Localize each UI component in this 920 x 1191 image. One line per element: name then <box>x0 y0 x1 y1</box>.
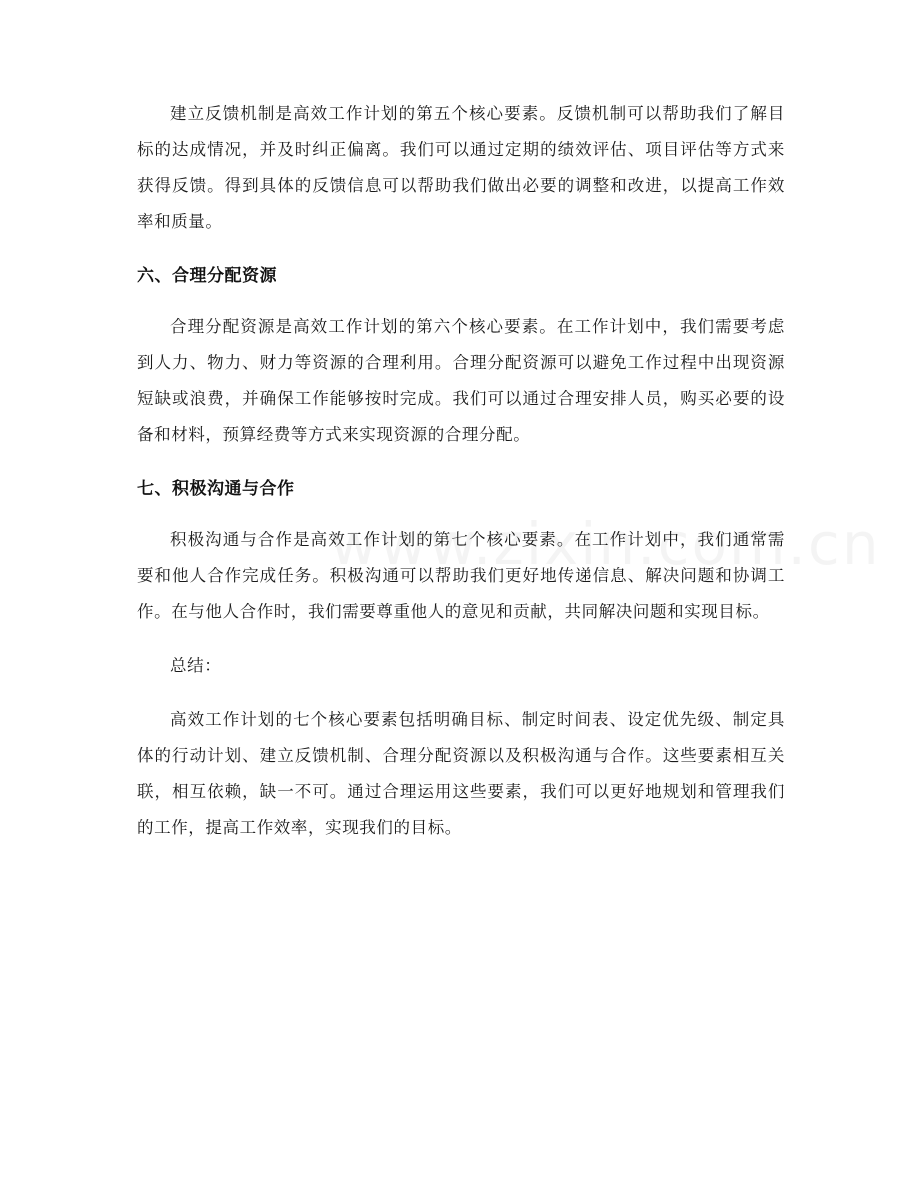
section-7-body: 积极沟通与合作是高效工作计划的第七个核心要素。在工作计划中，我们通常需要和他人合作完成任务。积极沟通可以帮助我们更好地传递信息、解决问题和协调工作。在与他人合作时，我们需要尊重他人的意见和贡献，共同解决问题和实现目标。 <box>137 530 785 621</box>
section-7-heading: 七、积极沟通与合作 <box>137 479 295 499</box>
paragraph-feedback: 建立反馈机制是高效工作计划的第五个核心要素。反馈机制可以帮助我们了解目标的达成情况，并及时纠正偏离。我们可以通过定期的绩效评估、项目评估等方式来获得反馈。得到具体的反馈信息可以帮助我们做出必要的调整和改进，以提高工作效率和质量。 <box>137 104 785 231</box>
section-6-heading: 六、合理分配资源 <box>137 266 277 286</box>
document-page <box>137 96 785 846</box>
summary-body: 高效工作计划的七个核心要素包括明确目标、制定时间表、设定优先级、制定具体的行动计划、建立反馈机制、合理分配资源以及积极沟通与合作。这些要素相互关联，相互依赖，缺一不可。通过合理运用这些要素，我们可以更好地规划和管理我们的工作，提高工作效率，实现我们的目标。 <box>137 710 785 837</box>
summary-label: 总结： <box>170 656 222 675</box>
section-6-body: 合理分配资源是高效工作计划的第六个核心要素。在工作计划中，我们需要考虑到人力、物力、财力等资源的合理利用。合理分配资源可以避免工作过程中出现资源短缺或浪费，并确保工作能够按时完成。我们可以通过合理安排人员，购买必要的设备和材料，预算经费等方式来实现资源的合理分配。 <box>137 317 785 444</box>
